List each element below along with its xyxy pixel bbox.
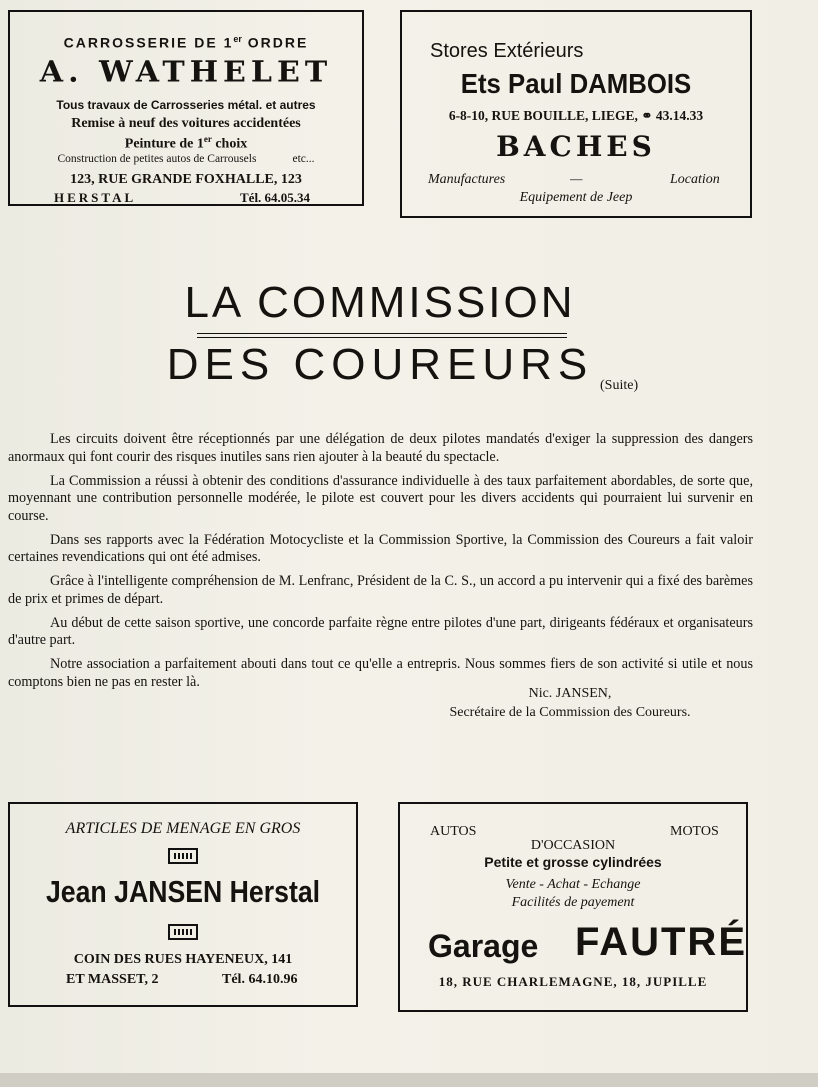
- article-paragraph: Dans ses rapports avec la Fédération Motocycliste et la Commission Sportive, la Commission des Coureurs a fait valoir certaines revendications qui ont été admises.: [8, 531, 753, 565]
- article-paragraph: Grâce à l'intelligente compréhension de M. Lenfranc, Président de la C. S., un accord a pu intervenir qui a fixé des barèmes de prix et primes de départ.: [8, 573, 753, 607]
- ad-address: COIN DES RUES HAYENEUX, 141: [73, 952, 293, 967]
- ad-text: Tous travaux de Carrosseries métal. et autres: [56, 98, 316, 112]
- ad-text: Vente - Achat - Echange: [505, 877, 641, 892]
- ad-top-rule: [398, 802, 748, 804]
- article-title-line1: LA COMMISSION: [184, 278, 576, 327]
- ad-text: D'OCCASION: [530, 838, 616, 853]
- ad-address: 123, RUE GRANDE FOXHALLE, 123: [70, 172, 302, 187]
- ad-top-rule: [8, 10, 364, 12]
- ad-heading: CARROSSERIE DE 1er ORDRE: [63, 34, 309, 51]
- ad-wathelet: [8, 10, 364, 206]
- ad-top-rule: [400, 10, 752, 12]
- company-name: Jean JANSEN Herstal: [45, 874, 321, 909]
- article-paragraph: Notre association a parfaitement abouti dans tout ce qu'elle a entrepris. Nous sommes fiers de son activité si utile et nous comptons bien ne pas en rester là.: [8, 656, 753, 690]
- company-name: Ets Paul DAMBOIS: [460, 68, 692, 99]
- page-edge: [0, 1073, 818, 1087]
- article-suite-label: (Suite): [600, 378, 639, 393]
- ad-dambois: Stores Extérieurs Ets Paul DAMBOIS 6-8-10, RUE BOUILLE, LIEGE, ⚭ 43.14.33 BACHES Manufactures — Location Equipement de Jeep: [400, 10, 752, 218]
- product-name: BACHES: [496, 130, 656, 163]
- ad-address: 6-8-10, RUE BOUILLE, LIEGE, ⚭ 43.14.33: [448, 108, 704, 123]
- article-paragraph: Les circuits doivent être réceptionnés par une délégation de deux pilotes mandatés d'exiger la suppression des dangers anormaux qui font courir des risques inutiles sans rien ajouter à la beauté du spectacle.: [8, 431, 753, 465]
- signature-name: Nic. JANSEN,: [528, 686, 612, 701]
- article-body: [8, 431, 753, 698]
- ad-text: Facilités de payement: [511, 895, 635, 910]
- ad-text: Construction de petites autos de Carrousels etc...: [57, 153, 315, 165]
- article-paragraph: La Commission a réussi à obtenir des conditions d'assurance individuelle à des taux parfaitement abordables, de sorte que, moyennant une contribution personnelle modérée, le pilote est couvert pour les divers accidents qui pourraient lui survenir en course.: [8, 472, 753, 524]
- article-paragraph: Au début de cette saison sportive, une concorde parfaite règne entre pilotes d'une part, dirigeants fédéraux et organisateurs d'autre part.: [8, 614, 753, 648]
- ad-text: Peinture de 1er choix: [124, 134, 248, 152]
- ad-text: Remise à neuf des voitures accidentées: [71, 116, 301, 131]
- ad-text: Equipement de Jeep: [519, 190, 633, 205]
- phone-icon: ⚭: [641, 108, 653, 123]
- article-signature: [420, 684, 720, 722]
- title-rule: [197, 333, 567, 334]
- ad-text: Petite et grosse cylindrées: [484, 854, 662, 870]
- ad-jansen: ARTICLES DE MENAGE EN GROS Jean JANSEN Herstal COIN DES RUES HAYENEUX, 141 ET MASSET, 2 Tél. 64.10.96: [8, 802, 358, 1007]
- ad-top-rule: [8, 802, 358, 804]
- ad-phone: Tél. 64.10.96: [222, 972, 298, 987]
- signature-title: Secrétaire de la Commission des Coureurs.: [449, 705, 691, 720]
- ornament-icon: [168, 848, 198, 864]
- title-rule: [197, 337, 567, 338]
- ad-heading: ARTICLES DE MENAGE EN GROS: [65, 820, 301, 837]
- article-title-line2: DES COUREURS: [166, 340, 594, 389]
- ad-fautre: AUTOS MOTOS D'OCCASION Petite et grosse cylindrées Vente - Achat - Echange Facilités de payement Garage FAUTRÉ 18, RUE CHARLEMAGNE, 18, JUPILLE: [398, 802, 748, 1012]
- company-name: A. WATHELET: [39, 55, 333, 90]
- ad-heading: Stores Extérieurs: [430, 40, 584, 62]
- ad-phone: Tél. 64.05.34: [240, 190, 311, 205]
- ornament-icon: [168, 924, 198, 940]
- ad-address: 18, RUE CHARLEMAGNE, 18, JUPILLE: [438, 974, 708, 989]
- ad-city: HERSTAL: [54, 190, 137, 205]
